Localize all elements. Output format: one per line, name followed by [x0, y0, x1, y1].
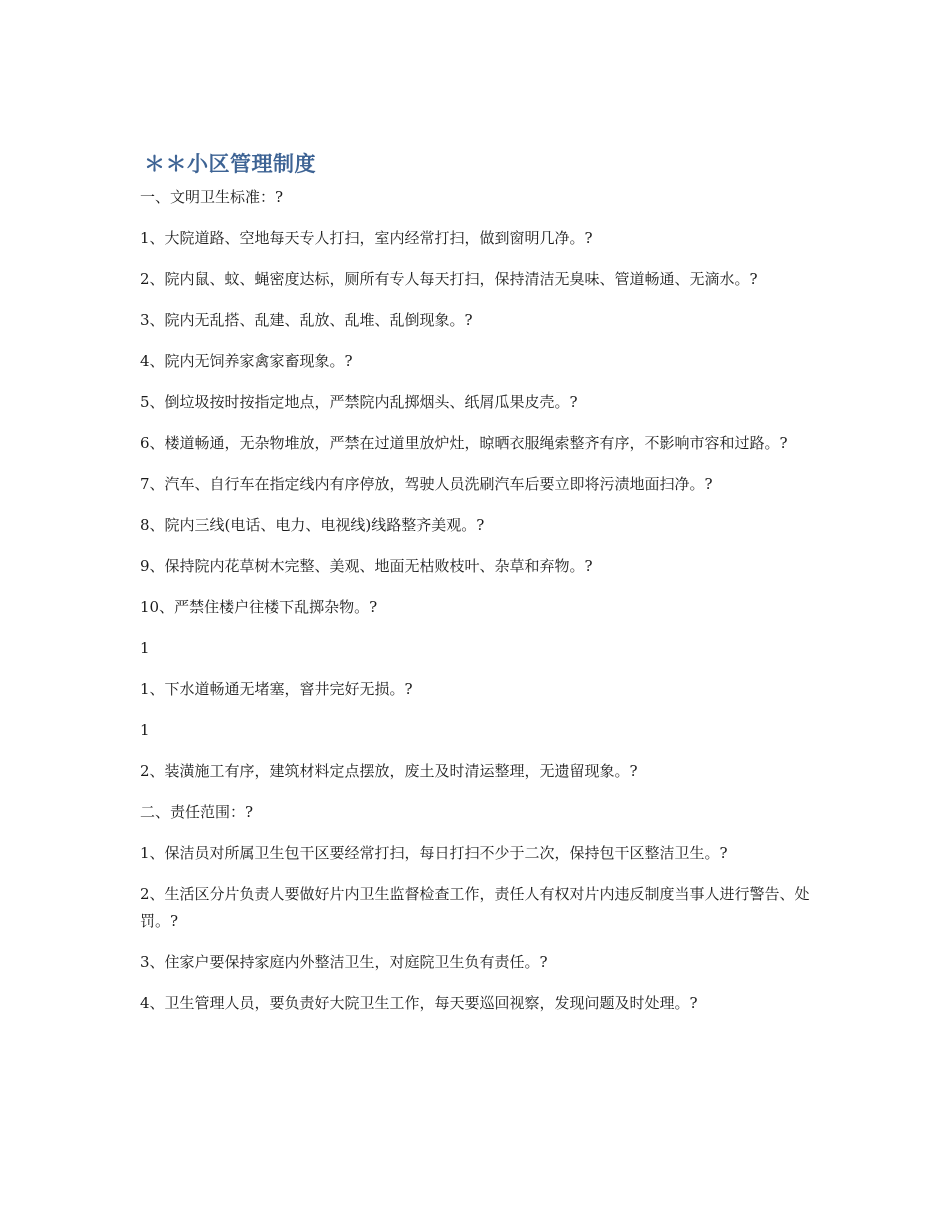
paragraph: 8、院内三线(电话、电力、电视线)线路整齐美观。? [140, 516, 485, 534]
paragraph: 2、装潢施工有序，建筑材料定点摆放，废土及时清运整理，无遗留现象。? [140, 762, 638, 780]
paragraph: 1 [140, 721, 150, 739]
paragraph: 10、严禁住楼户往楼下乱掷杂物。? [140, 598, 378, 616]
paragraph: 4、卫生管理人员，要负责好大院卫生工作，每天要巡回视察，发现问题及时处理。? [140, 994, 698, 1012]
paragraph: 1、下水道畅通无堵塞，窨井完好无损。? [140, 680, 413, 698]
document-body [140, 184, 810, 1017]
paragraph: 6、楼道畅通，无杂物堆放，严禁在过道里放炉灶，晾晒衣服绳索整齐有序，不影响市容和过路。? [140, 434, 788, 452]
paragraph: 3、院内无乱搭、乱建、乱放、乱堆、乱倒现象。? [140, 311, 473, 329]
paragraph: 3、住家户要保持家庭内外整洁卫生，对庭院卫生负有责任。? [140, 953, 548, 971]
paragraph: 2、院内鼠、蚊、蝇密度达标，厕所有专人每天打扫，保持清洁无臭味、管道畅通、无滴水。? [140, 270, 758, 288]
document-page [140, 148, 810, 1031]
paragraph: 一、文明卫生标准：? [140, 188, 284, 206]
paragraph: 1 [140, 639, 150, 657]
document-title: ＊＊小区管理制度 [144, 152, 316, 176]
paragraph: 9、保持院内花草树木完整、美观、地面无枯败枝叶、杂草和弃物。? [140, 557, 593, 575]
paragraph: 2、生活区分片负责人要做好片内卫生监督检查工作，责任人有权对片内违反制度当事人进行警告、处罚。? [140, 885, 810, 930]
paragraph: 7、汽车、自行车在指定线内有序停放，驾驶人员洗刷汽车后要立即将污渍地面扫净。? [140, 475, 713, 493]
paragraph: 5、倒垃圾按时按指定地点，严禁院内乱掷烟头、纸屑瓜果皮壳。? [140, 393, 578, 411]
paragraph: 4、院内无饲养家禽家畜现象。? [140, 352, 353, 370]
paragraph: 1、保洁员对所属卫生包干区要经常打扫，每日打扫不少于二次，保持包干区整洁卫生。? [140, 844, 728, 862]
paragraph: 二、责任范围：? [140, 803, 254, 821]
paragraph: 1、大院道路、空地每天专人打扫，室内经常打扫，做到窗明几净。? [140, 229, 593, 247]
